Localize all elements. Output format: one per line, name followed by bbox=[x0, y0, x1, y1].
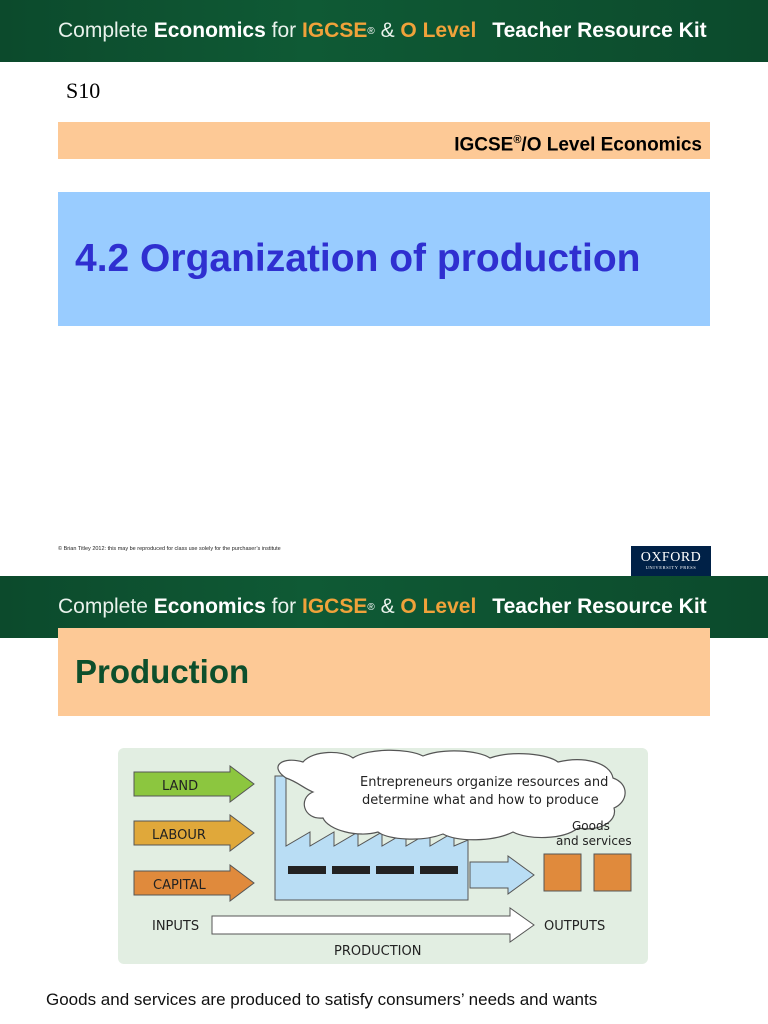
production-diagram bbox=[118, 748, 648, 964]
course-igcse: IGCSE bbox=[454, 134, 514, 156]
land-label: LAND bbox=[162, 779, 199, 794]
conveyor-block-3 bbox=[376, 866, 414, 874]
labour-label: LABOUR bbox=[152, 828, 206, 843]
banner-prefix: Complete bbox=[58, 19, 148, 42]
banner-amp: & bbox=[380, 19, 395, 42]
banner-reg: ® bbox=[367, 25, 375, 37]
conveyor-block-1 bbox=[288, 866, 326, 874]
goods-box-2 bbox=[594, 854, 631, 891]
inputs-label: INPUTS bbox=[152, 919, 200, 934]
banner-subject: Economics bbox=[153, 19, 266, 42]
course-rest: /O Level Economics bbox=[521, 134, 702, 156]
goods-label-line2: and services bbox=[556, 834, 632, 848]
copyright-notice: © Brian Titley 2012: this may be reproduced for class use solely for the purchaser’s institute bbox=[58, 546, 281, 552]
oxford-logo-name: OXFORD bbox=[640, 550, 702, 565]
banner-olevel: O Level bbox=[400, 19, 477, 42]
body-text-line: Goods and services are produced to satisfy consumers’ needs and wants bbox=[46, 990, 598, 1009]
banner-kit: Teacher Resource Kit bbox=[492, 595, 707, 618]
goods-label-line1: Goods bbox=[572, 819, 610, 833]
capital-label: CAPITAL bbox=[153, 878, 206, 893]
conveyor-block-4 bbox=[420, 866, 458, 874]
oxford-logo-sub: UNIVERSITY PRESS bbox=[645, 565, 697, 570]
banner-for: for bbox=[271, 595, 297, 618]
banner-amp: & bbox=[380, 595, 395, 618]
cloud-text-line2: determine what and how to produce bbox=[362, 793, 599, 808]
cloud-text-line1: Entrepreneurs organize resources and bbox=[360, 775, 609, 790]
production-label: PRODUCTION bbox=[334, 944, 422, 959]
banner-kit: Teacher Resource Kit bbox=[492, 19, 707, 42]
banner-subject: Economics bbox=[153, 595, 266, 618]
banner-olevel: O Level bbox=[400, 595, 477, 618]
slide1-banner bbox=[0, 0, 768, 62]
outputs-label: OUTPUTS bbox=[544, 919, 606, 934]
conveyor-block-2 bbox=[332, 866, 370, 874]
banner-prefix: Complete bbox=[58, 595, 148, 618]
section-heading: Production bbox=[58, 628, 710, 716]
course-reg: ® bbox=[513, 134, 522, 146]
banner-reg: ® bbox=[367, 601, 375, 613]
goods-box-1 bbox=[544, 854, 581, 891]
course-title-bar bbox=[58, 122, 710, 159]
banner-igcse: IGCSE bbox=[301, 595, 368, 618]
banner-for: for bbox=[271, 19, 297, 42]
slide-code: S10 bbox=[66, 78, 101, 103]
slide-title: 4.2 Organization of production bbox=[58, 192, 710, 326]
oxford-logo bbox=[631, 546, 711, 576]
banner-igcse: IGCSE bbox=[301, 19, 368, 42]
